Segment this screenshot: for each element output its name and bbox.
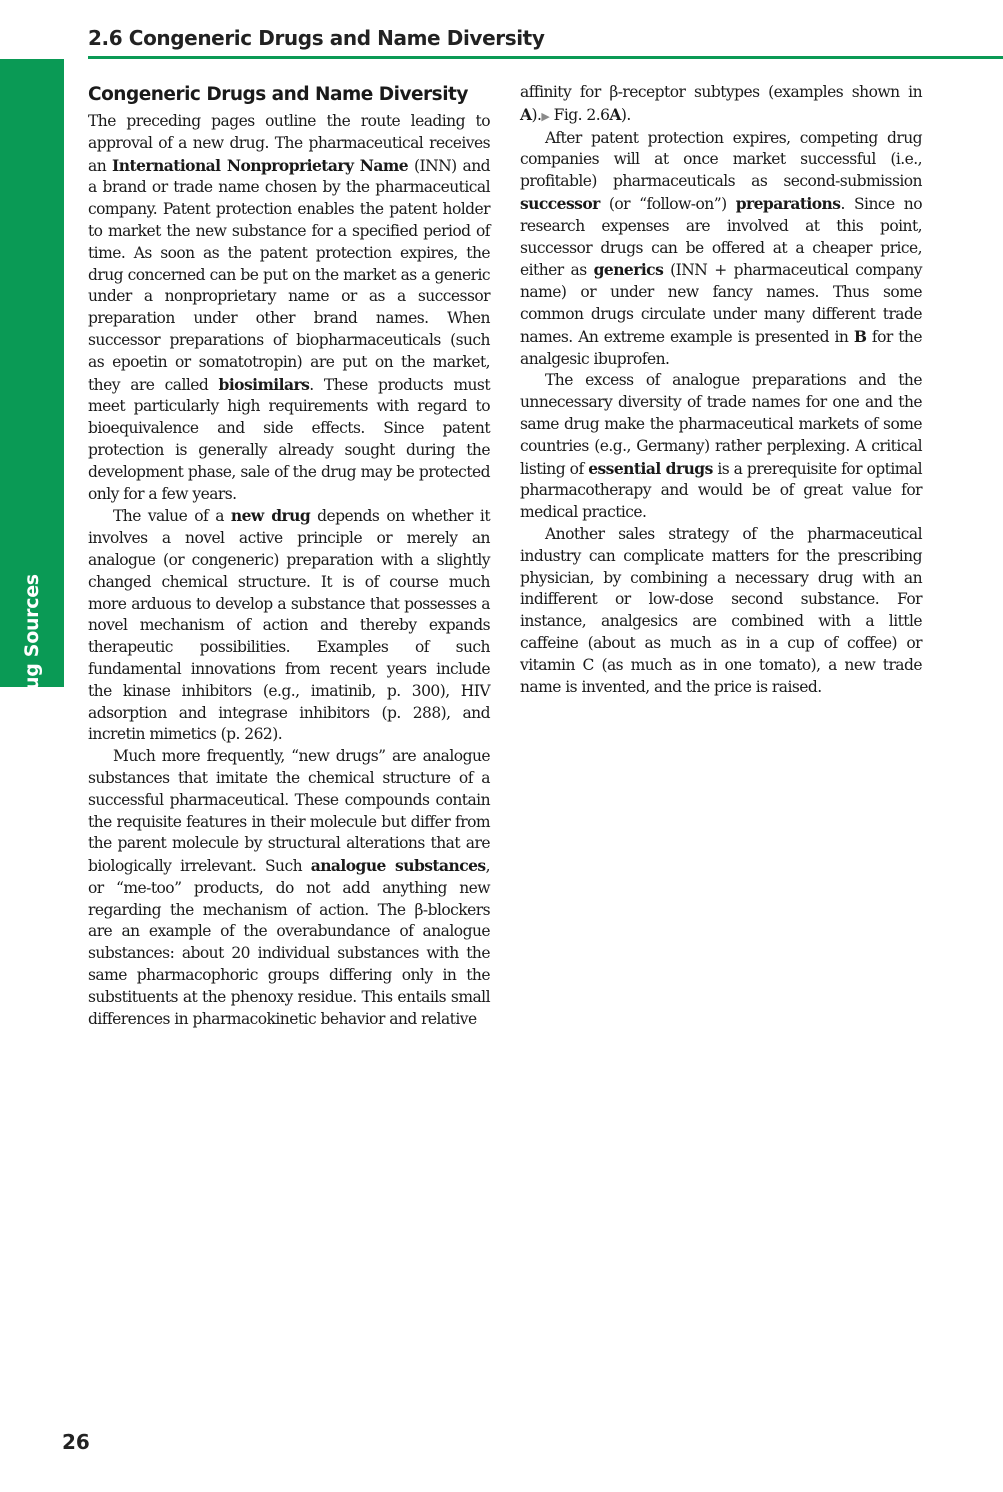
left-column bbox=[88, 82, 490, 1030]
running-title: 2.6 Congeneric Drugs and Name Diversity bbox=[88, 26, 545, 50]
header-rule bbox=[88, 56, 1003, 59]
section-heading: Congeneric Drugs and Name Diversity bbox=[88, 84, 468, 105]
cross-reference-arrow-icon: ▶ bbox=[541, 109, 550, 123]
paragraph-4: After patent protection expires, competing drug companies will at once market successful (i.e., profitable) pharmaceuticals as second-submission successor (or “follow-on”) preparations. Since no research expenses are involved at this point, successor drugs can be offered at a cheaper price, either as generics (INN + pharmaceutical company name) or under new fancy names. Thus some common drugs circulate under many different trade names. An extreme example is presented in B for the analgesic ibuprofen. bbox=[520, 128, 922, 368]
paragraph-2: The value of a new drug depends on whether it involves a novel active principle or merely an analogue (or congeneric) preparation with a slightly changed chemical structure. It is of course much more arduous to develop a substance that possesses a novel mechanism of action and thereby expands therapeutic possibilities. Examples of such fundamental innovations from recent years include the kinase inhibitors (e.g., imatinib, p. 300), HIV adsorption and integrase inhibitors (p. 288), and incretin mimetics (p. 262). bbox=[88, 506, 490, 744]
right-column-text bbox=[520, 82, 922, 698]
paragraph-1: The preceding pages outline the route leading to approval of a new drug. The pharmaceutical receives an International Nonproprietary Name (INN) and a brand or trade name chosen by the pharmaceutical company. Patent protection enables the patent holder to market the new substance for a specified period of time. As soon as the patent protection expires, the drug concerned can be put on the market as a generic under a nonproprietary name or as a successor preparation under other brand names. When successor preparations of biopharmaceuticals (such as epoetin or somatotropin) are put on the market, they are called biosimilars. These products must meet particularly high requirements with regard to bioequivalence and side effects. Since patent protection is generally already sought during the development phase, sale of the drug may be protected only for a few years. bbox=[88, 112, 490, 503]
figure-reference[interactable]: Fig. 2.6 bbox=[549, 105, 610, 124]
running-head bbox=[88, 24, 1003, 58]
paragraph-3-continued: affinity for β-receptor subtypes (examples shown in A).▶ Fig. 2.6A). bbox=[520, 83, 922, 124]
chapter-tab-label: 2 Drug Sources bbox=[21, 574, 43, 734]
paragraph-3: Much more frequently, “new drugs” are analogue substances that imitate the chemical structure of a successful pharmaceutical. These compounds contain the requisite features in their molecule but differ from the parent molecule by structural alterations that are biologically irrelevant. Such analogue substances, or “me-too” products, do not add anything new regarding the mechanism of action. The β-blockers are an example of the overabundance of analogue substances: about 20 individual substances with the same pharmacophoric groups differing only in the substituents at the phenoxy residue. This entails small differences in pharmacokinetic behavior and relative bbox=[88, 747, 490, 1028]
chapter-side-tab bbox=[0, 59, 64, 734]
paragraph-5: The excess of analogue preparations and the unnecessary diversity of trade names for one and the same drug make the pharmaceutical markets of some countries (e.g., Germany) rather perplexing. A critical listing of essential drugs is a prerequisite for optimal pharmacotherapy and would be of great value for medical practice. bbox=[520, 371, 922, 522]
paragraph-6: Another sales strategy of the pharmaceutical industry can complicate matters for the prescribing physician, by combining a necessary drug with an indifferent or low-dose second substance. For instance, analgesics are combined with a little caffeine (about as much as in a cup of coffee) or vitamin C (as much as in one tomato), a new trade name is invented, and the price is raised. bbox=[520, 524, 922, 696]
page-number: 26 bbox=[62, 1430, 90, 1454]
